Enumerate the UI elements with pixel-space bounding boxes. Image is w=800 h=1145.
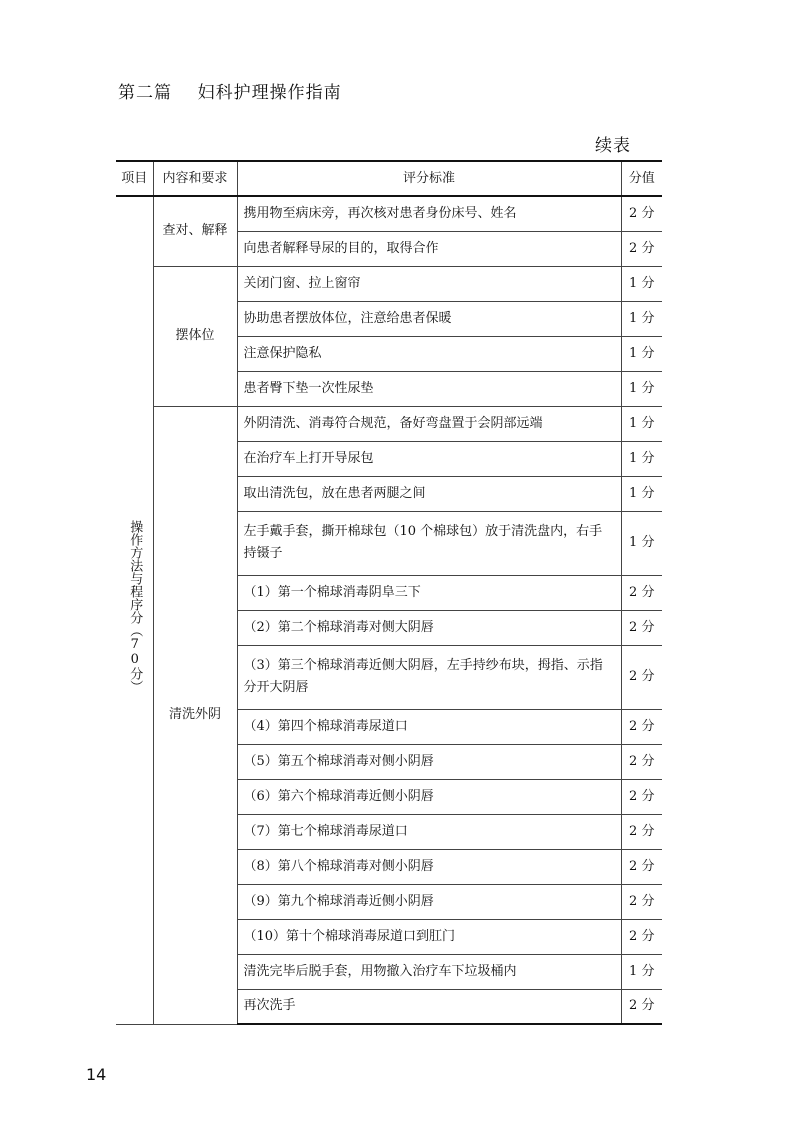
score-cell: 1 分 bbox=[621, 954, 662, 989]
score-cell: 1 分 bbox=[621, 511, 662, 575]
criteria-cell: 外阴清洗、消毒符合规范，备好弯盘置于会阴部远端 bbox=[237, 406, 621, 441]
table-row bbox=[116, 196, 662, 231]
criteria-cell: 患者臀下垫一次性尿垫 bbox=[237, 371, 621, 406]
item-cell bbox=[116, 196, 153, 1024]
score-cell: 1 分 bbox=[621, 336, 662, 371]
table-row bbox=[116, 406, 662, 441]
score-cell: 2 分 bbox=[621, 610, 662, 645]
header-criteria: 评分标准 bbox=[237, 161, 621, 196]
header-content: 内容和要求 bbox=[153, 161, 237, 196]
criteria-cell: （3）第三个棉球消毒近侧大阴唇，左手持纱布块，拇指、示指分开大阴唇 bbox=[237, 645, 621, 709]
score-cell: 2 分 bbox=[621, 645, 662, 709]
criteria-cell: （10）第十个棉球消毒尿道口到肛门 bbox=[237, 919, 621, 954]
score-cell: 1 分 bbox=[621, 476, 662, 511]
scoring-table bbox=[116, 160, 662, 1025]
criteria-cell: （8）第八个棉球消毒对侧小阴唇 bbox=[237, 849, 621, 884]
score-cell: 1 分 bbox=[621, 371, 662, 406]
criteria-cell: 关闭门窗、拉上窗帘 bbox=[237, 266, 621, 301]
header-score: 分值 bbox=[621, 161, 662, 196]
score-cell: 2 分 bbox=[621, 989, 662, 1024]
continued-label: 续表 bbox=[595, 136, 631, 156]
criteria-cell: （2）第二个棉球消毒对侧大阴唇 bbox=[237, 610, 621, 645]
criteria-cell: （1）第一个棉球消毒阴阜三下 bbox=[237, 575, 621, 610]
score-cell: 2 分 bbox=[621, 814, 662, 849]
criteria-cell: （6）第六个棉球消毒近侧小阴唇 bbox=[237, 779, 621, 814]
criteria-cell: 清洗完毕后脱手套，用物撤入治疗车下垃圾桶内 bbox=[237, 954, 621, 989]
score-cell: 2 分 bbox=[621, 884, 662, 919]
group-label-clean: 清洗外阴 bbox=[153, 406, 237, 1024]
criteria-cell: 注意保护隐私 bbox=[237, 336, 621, 371]
criteria-cell: 再次洗手 bbox=[237, 989, 621, 1024]
item-label: 操作方法与程序分（70分） bbox=[127, 519, 143, 693]
score-cell: 1 分 bbox=[621, 406, 662, 441]
criteria-cell: （4）第四个棉球消毒尿道口 bbox=[237, 709, 621, 744]
group-label-check: 查对、解释 bbox=[153, 196, 237, 266]
score-cell: 2 分 bbox=[621, 196, 662, 231]
score-cell: 2 分 bbox=[621, 849, 662, 884]
table-header-row bbox=[116, 161, 662, 196]
criteria-cell: （5）第五个棉球消毒对侧小阴唇 bbox=[237, 744, 621, 779]
criteria-cell: 左手戴手套，撕开棉球包（10 个棉球包）放于清洗盘内，右手持镊子 bbox=[237, 511, 621, 575]
score-cell: 2 分 bbox=[621, 709, 662, 744]
page-number: 14 bbox=[86, 1065, 107, 1084]
criteria-cell: 在治疗车上打开导尿包 bbox=[237, 441, 621, 476]
score-cell: 2 分 bbox=[621, 744, 662, 779]
score-cell: 2 分 bbox=[621, 575, 662, 610]
score-cell: 1 分 bbox=[621, 266, 662, 301]
score-cell: 2 分 bbox=[621, 919, 662, 954]
score-cell: 2 分 bbox=[621, 231, 662, 266]
criteria-cell: 携用物至病床旁，再次核对患者身份床号、姓名 bbox=[237, 196, 621, 231]
header-item: 项目 bbox=[116, 161, 153, 196]
table-row bbox=[116, 266, 662, 301]
score-cell: 1 分 bbox=[621, 301, 662, 336]
criteria-cell: 协助患者摆放体位，注意给患者保暖 bbox=[237, 301, 621, 336]
criteria-cell: 向患者解释导尿的目的，取得合作 bbox=[237, 231, 621, 266]
criteria-cell: 取出清洗包，放在患者两腿之间 bbox=[237, 476, 621, 511]
criteria-cell: （9）第九个棉球消毒近侧小阴唇 bbox=[237, 884, 621, 919]
group-label-position: 摆体位 bbox=[153, 266, 237, 406]
page-header-title: 第二篇 妇科护理操作指南 bbox=[118, 83, 342, 103]
criteria-cell: （7）第七个棉球消毒尿道口 bbox=[237, 814, 621, 849]
score-cell: 2 分 bbox=[621, 779, 662, 814]
score-cell: 1 分 bbox=[621, 441, 662, 476]
